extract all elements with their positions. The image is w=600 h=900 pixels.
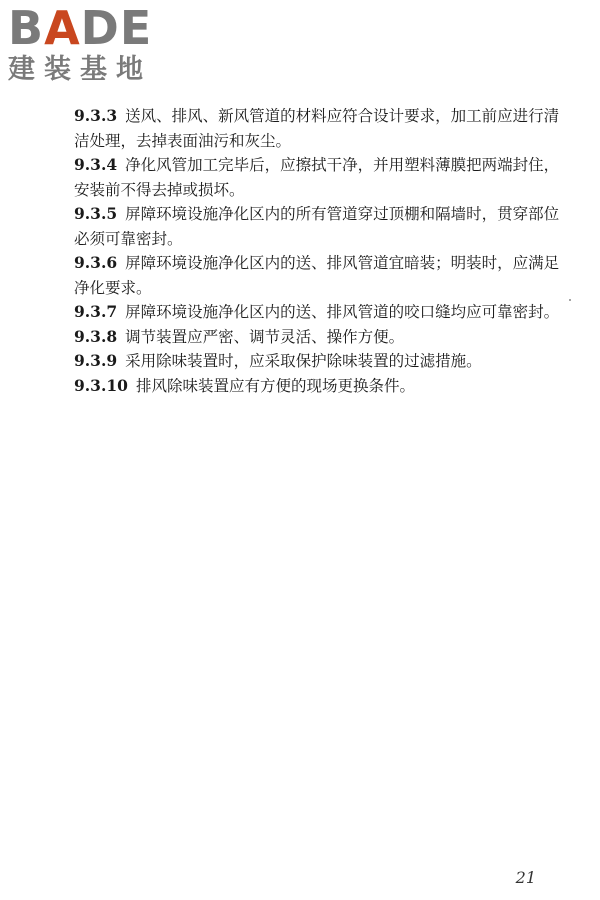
- clause-number: 9.3.9: [74, 351, 118, 370]
- clause-number: 9.3.5: [74, 204, 118, 223]
- page-number: 21: [515, 868, 536, 887]
- clause-number: 9.3.4: [74, 155, 118, 174]
- clause-9-3-4: [74, 153, 564, 202]
- clause-9-3-3: [74, 104, 564, 153]
- clause-9-3-10: [74, 374, 564, 399]
- clause-list: [74, 104, 564, 398]
- logo-letter-a: A: [44, 1, 81, 55]
- logo-wordmark: [8, 1, 178, 55]
- clause-text: 屏障环境设施净化区内的送、排风管道宜暗装；明装时，应满足净化要求。: [74, 254, 560, 297]
- clause-9-3-9: [74, 349, 564, 374]
- clause-text: 屏障环境设施净化区内的送、排风管道的咬口缝均应可靠密封。: [125, 303, 560, 321]
- clause-text: 采用除味装置时，应采取保护除味装置的过滤措施。: [125, 352, 482, 370]
- clause-9-3-8: [74, 325, 564, 350]
- logo-subtitle: 建装基地: [8, 54, 152, 85]
- clause-number: 9.3.7: [74, 302, 118, 321]
- logo-letters-de: DE: [80, 1, 153, 55]
- clause-number: 9.3.8: [74, 326, 118, 346]
- clause-text: 净化风管加工完毕后，应擦拭干净，并用塑料薄膜把两端封住，安装前不得去掉或损坏。: [74, 156, 560, 199]
- clause-text: 排风除味装置应有方便的现场更换条件。: [135, 376, 415, 395]
- clause-9-3-7: [74, 300, 564, 325]
- clause-text: 送风、排风、新风管道的材料应符合设计要求，加工前应进行清洁处理，去掉表面油污和灰尘。: [74, 107, 560, 150]
- clause-number: 9.3.3: [74, 106, 118, 125]
- clause-text: 调节装置应严密、调节灵活、操作方便。: [125, 327, 405, 346]
- clause-9-3-5: [74, 202, 564, 251]
- clause-9-3-6: [74, 251, 564, 300]
- clause-number: 9.3.10: [74, 375, 128, 395]
- logo-letter-b: B: [8, 1, 45, 55]
- clause-number: 9.3.6: [74, 253, 118, 272]
- clause-text: 屏障环境设施净化区内的所有管道穿过顶棚和隔墙时，贯穿部位必须可靠密封。: [74, 205, 560, 248]
- brand-logo: [8, 1, 178, 86]
- scan-speck: [569, 299, 571, 301]
